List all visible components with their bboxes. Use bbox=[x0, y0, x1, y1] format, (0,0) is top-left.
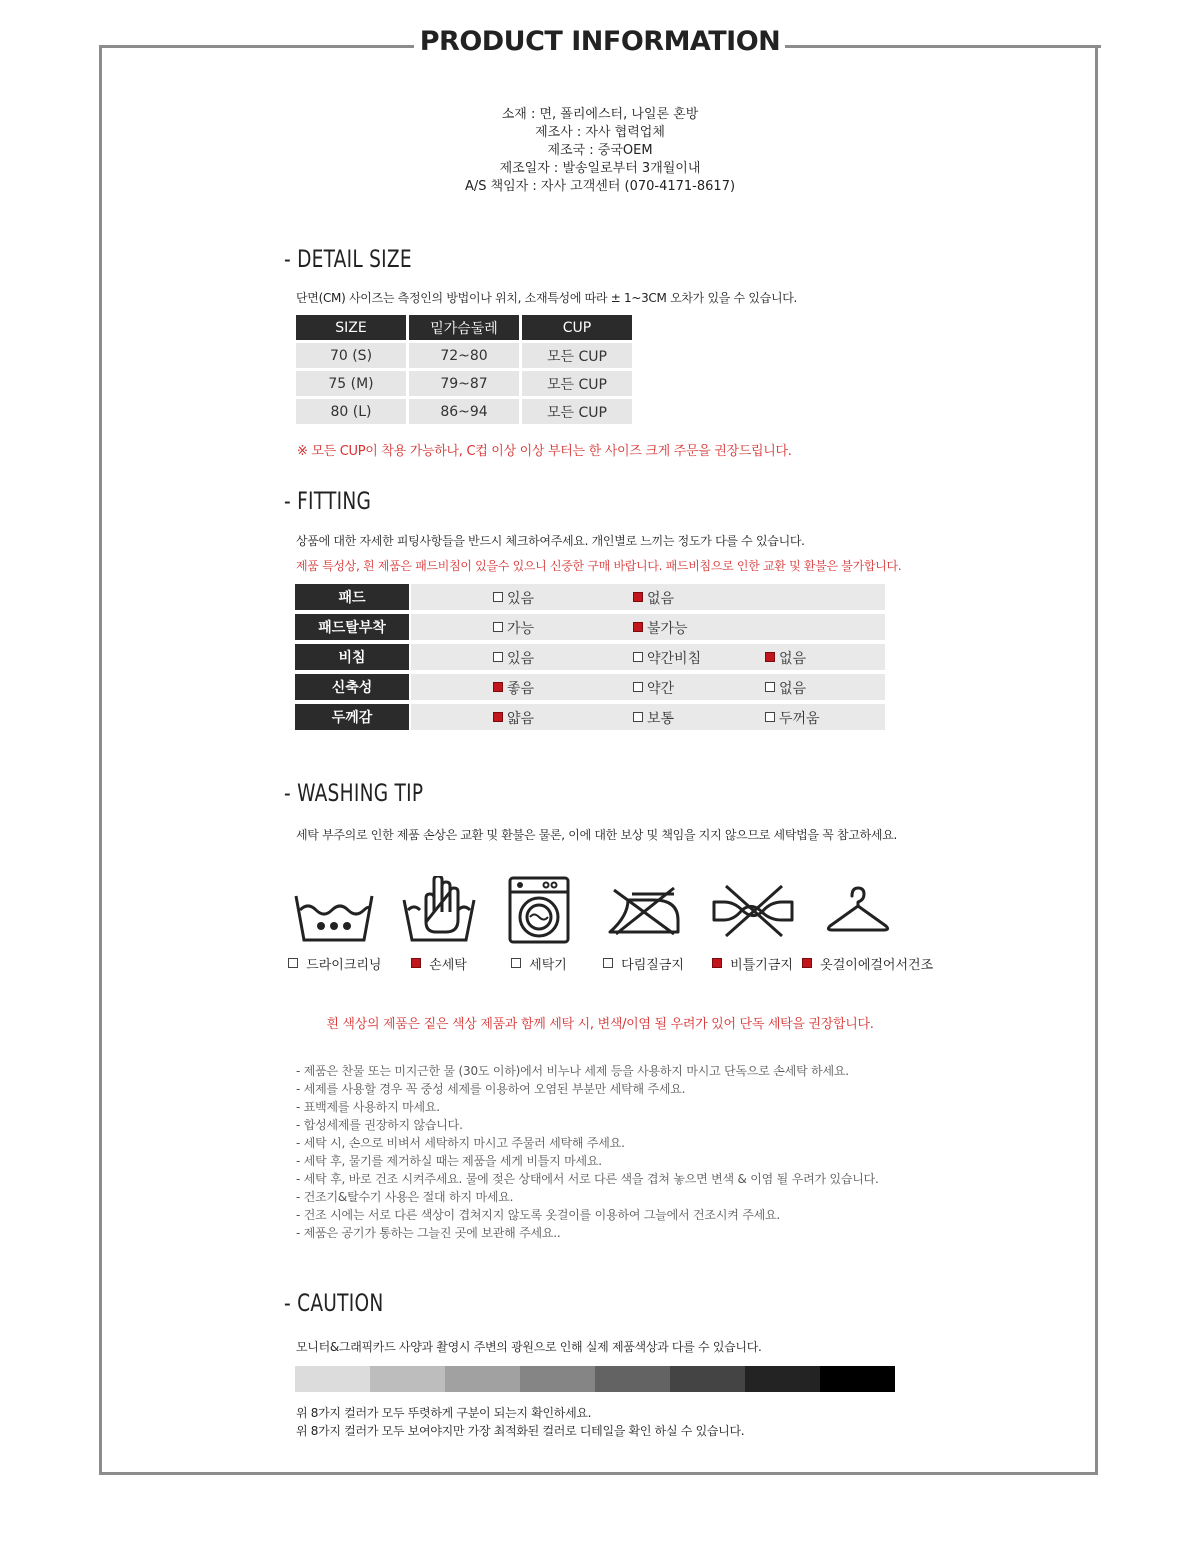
option-label: 있음 bbox=[507, 591, 535, 607]
fitting-label: 신축성 bbox=[295, 674, 409, 700]
table-header: SIZE bbox=[296, 315, 406, 340]
fitting-option bbox=[493, 588, 534, 608]
option-label: 불가능 bbox=[647, 621, 688, 637]
fitting-option bbox=[493, 648, 534, 668]
option-label: 좋음 bbox=[507, 681, 535, 697]
table-row bbox=[296, 343, 632, 368]
info-line: A/S 책임자 : 자사 고객센터 (070-4171-8617) bbox=[464, 179, 736, 194]
info-line: 소재 : 면, 폴리에스터, 나일론 혼방 bbox=[501, 107, 699, 122]
fitting-option bbox=[765, 678, 806, 698]
checkbox-icon bbox=[765, 712, 775, 722]
checkbox-checked-icon bbox=[493, 682, 503, 692]
fitting-row bbox=[295, 644, 885, 670]
detail-note: 단면(CM) 사이즈는 측정인의 방법이나 위치, 소재특성에 따라 ± 1~3CM 오차가 있을 수 있습니다. bbox=[296, 291, 798, 305]
wash-label-text: 비틀기금지 bbox=[730, 958, 793, 973]
table-row bbox=[296, 399, 632, 424]
option-label: 얇음 bbox=[507, 711, 535, 727]
washing-warning: 흰 색상의 제품은 짙은 색상 제품과 함께 세탁 시, 변색/이염 될 우려가 있어 단독 세탁을 권장합니다. bbox=[326, 1017, 874, 1032]
wash-label-text: 옷걸이에걸어서건조 bbox=[820, 958, 934, 973]
hand-wash-icon bbox=[402, 876, 476, 944]
wash-label-text: 세탁기 bbox=[529, 958, 567, 973]
info-line: 제조국 : 중국OEM bbox=[547, 143, 653, 158]
info-line: 제조일자 : 발송일로부터 3개월이내 bbox=[499, 161, 701, 176]
checkbox-checked-icon bbox=[802, 958, 812, 968]
list-item: - 제품은 찬물 또는 미지근한 물 (30도 이하)에서 비누나 세제 등을 사용하지 마시고 단독으로 손세탁 하세요. bbox=[296, 1064, 849, 1078]
table-row bbox=[296, 371, 632, 396]
checkbox-icon bbox=[511, 958, 521, 968]
table-header-row bbox=[296, 315, 632, 340]
checkbox-icon bbox=[288, 958, 298, 968]
fitting-option bbox=[765, 708, 820, 728]
section-title-caution: - CAUTION bbox=[284, 1289, 384, 1317]
section-title-fitting: - FITTING bbox=[284, 487, 372, 515]
color-swatch bbox=[520, 1366, 595, 1392]
option-label: 없음 bbox=[779, 651, 807, 667]
fitting-table bbox=[293, 580, 887, 734]
list-item: - 세탁 후, 바로 건조 시켜주세요. 물에 젖은 상태에서 서로 다른 색을 겹쳐 놓으면 변색 & 이염 될 우려가 있습니다. bbox=[296, 1172, 879, 1186]
color-swatch bbox=[445, 1366, 520, 1392]
option-label: 없음 bbox=[647, 591, 675, 607]
checkbox-icon bbox=[765, 682, 775, 692]
checkbox-icon bbox=[633, 652, 643, 662]
fitting-option bbox=[493, 708, 534, 728]
list-item: - 합성세제를 권장하지 않습니다. bbox=[296, 1118, 463, 1132]
checkbox-icon bbox=[493, 652, 503, 662]
checkbox-icon bbox=[493, 622, 503, 632]
table-cell: 모든 CUP bbox=[522, 399, 632, 424]
caution-footer: 위 8가지 컬러가 모두 보여야지만 가장 최적화된 컬러로 디테일을 확인 하실 수 있습니다. bbox=[296, 1424, 745, 1438]
option-label: 보통 bbox=[647, 711, 675, 727]
table-header: 밑가슴둘레 bbox=[409, 315, 519, 340]
fitting-row bbox=[295, 584, 885, 610]
fitting-note: 상품에 대한 자세한 피팅사항들을 반드시 체크하여주세요. 개인별로 느끼는 정도가 다를 수 있습니다. bbox=[296, 534, 805, 548]
washing-machine-icon bbox=[508, 876, 570, 944]
table-cell: 70 (S) bbox=[296, 343, 406, 368]
checkbox-checked-icon bbox=[493, 712, 503, 722]
fitting-option bbox=[633, 588, 674, 608]
fitting-option bbox=[633, 618, 688, 638]
washing-icons bbox=[0, 872, 1200, 952]
caution-note: 모니터&그래픽카드 사양과 촬영시 주변의 광원으로 인해 실제 제품색상과 다를 수 있습니다. bbox=[296, 1340, 762, 1354]
checkbox-checked-icon bbox=[765, 652, 775, 662]
checkbox-icon bbox=[493, 592, 503, 602]
color-swatch bbox=[295, 1366, 370, 1392]
option-label: 없음 bbox=[779, 681, 807, 697]
fitting-row bbox=[295, 614, 885, 640]
wash-label bbox=[603, 954, 684, 973]
table-cell: 모든 CUP bbox=[522, 343, 632, 368]
no-wring-icon bbox=[712, 884, 794, 938]
wash-label bbox=[712, 954, 793, 973]
checkbox-checked-icon bbox=[712, 958, 722, 968]
option-label: 가능 bbox=[507, 621, 535, 637]
fitting-warning: 제품 특성상, 흰 제품은 패드비침이 있을수 있으니 신중한 구매 바랍니다. 패드비침으로 인한 교환 및 환불은 불가합니다. bbox=[296, 559, 902, 573]
checkbox-icon bbox=[633, 682, 643, 692]
wash-label-text: 손세탁 bbox=[429, 958, 467, 973]
fitting-option bbox=[633, 678, 674, 698]
list-item: - 건조 시에는 서로 다른 색상이 겹쳐지지 않도록 옷걸이를 이용하여 그늘에서 건조시켜 주세요. bbox=[296, 1208, 781, 1222]
fitting-option bbox=[493, 618, 534, 638]
fitting-label: 두께감 bbox=[295, 704, 409, 730]
wash-label bbox=[802, 954, 933, 973]
fitting-label: 비침 bbox=[295, 644, 409, 670]
table-cell: 75 (M) bbox=[296, 371, 406, 396]
info-line: 제조사 : 자사 협력업체 bbox=[535, 125, 665, 140]
fitting-label: 패드탈부착 bbox=[295, 614, 409, 640]
option-label: 있음 bbox=[507, 651, 535, 667]
checkbox-icon bbox=[603, 958, 613, 968]
list-item: - 제품은 공기가 통하는 그늘진 곳에 보관해 주세요.. bbox=[296, 1226, 561, 1240]
wash-label bbox=[411, 954, 467, 973]
checkbox-checked-icon bbox=[411, 958, 421, 968]
product-info bbox=[0, 106, 1200, 196]
option-label: 두꺼움 bbox=[779, 711, 820, 727]
wash-label bbox=[511, 954, 567, 973]
table-cell: 72~80 bbox=[409, 343, 519, 368]
fitting-option bbox=[633, 648, 701, 668]
color-swatch bbox=[745, 1366, 820, 1392]
table-cell: 80 (L) bbox=[296, 399, 406, 424]
checkbox-checked-icon bbox=[633, 592, 643, 602]
color-swatches bbox=[295, 1366, 895, 1392]
color-swatch bbox=[820, 1366, 895, 1392]
list-item: - 세탁 시, 손으로 비벼서 세탁하지 마시고 주물러 세탁해 주세요. bbox=[296, 1136, 625, 1150]
table-cell: 86~94 bbox=[409, 399, 519, 424]
list-item: - 표백제를 사용하지 마세요. bbox=[296, 1100, 440, 1114]
caution-footer: 위 8가지 컬러가 모두 뚜렷하게 구분이 되는지 확인하세요. bbox=[296, 1406, 592, 1420]
size-warning: ※ 모든 CUP이 착용 가능하나, C컵 이상 이상 부터는 한 사이즈 크게 주문을 권장드립니다. bbox=[297, 444, 792, 459]
table-cell: 모든 CUP bbox=[522, 371, 632, 396]
checkbox-checked-icon bbox=[633, 622, 643, 632]
fitting-option bbox=[765, 648, 806, 668]
fitting-row bbox=[295, 674, 885, 700]
color-swatch bbox=[595, 1366, 670, 1392]
table-cell: 79~87 bbox=[409, 371, 519, 396]
no-iron-icon bbox=[608, 886, 680, 936]
wash-label-text: 다림질금지 bbox=[621, 958, 684, 973]
fitting-label: 패드 bbox=[295, 584, 409, 610]
hanger-icon bbox=[826, 886, 890, 934]
list-item: - 세제를 사용할 경우 꼭 중성 세제를 이용하여 오염된 부분만 세탁해 주세요. bbox=[296, 1082, 686, 1096]
checkbox-icon bbox=[633, 712, 643, 722]
wash-label bbox=[288, 954, 382, 973]
washing-note: 세탁 부주의로 인한 제품 손상은 교환 및 환불은 물론, 이에 대한 보상 및 책임을 지지 않으므로 세탁법을 꼭 참고하세요. bbox=[296, 828, 898, 842]
color-swatch bbox=[670, 1366, 745, 1392]
option-label: 약간비침 bbox=[647, 651, 702, 667]
dry-clean-icon bbox=[294, 892, 374, 944]
table-header: CUP bbox=[522, 315, 632, 340]
wash-label-text: 드라이크리닝 bbox=[306, 958, 382, 973]
fitting-option bbox=[633, 708, 674, 728]
option-label: 약간 bbox=[647, 681, 675, 697]
page-title: PRODUCT INFORMATION bbox=[419, 26, 781, 57]
washing-tips bbox=[296, 1062, 879, 1242]
size-table bbox=[293, 312, 635, 427]
color-swatch bbox=[370, 1366, 445, 1392]
section-title-detail-size: - DETAIL SIZE bbox=[284, 245, 412, 273]
fitting-option bbox=[493, 678, 534, 698]
list-item: - 건조기&탈수기 사용은 절대 하지 마세요. bbox=[296, 1190, 514, 1204]
content-frame bbox=[99, 45, 1098, 1475]
section-title-washing-tip: - WASHING TIP bbox=[284, 779, 424, 807]
fitting-row bbox=[295, 704, 885, 730]
list-item: - 세탁 후, 물기를 제거하실 때는 제품을 세게 비틀지 마세요. bbox=[296, 1154, 602, 1168]
